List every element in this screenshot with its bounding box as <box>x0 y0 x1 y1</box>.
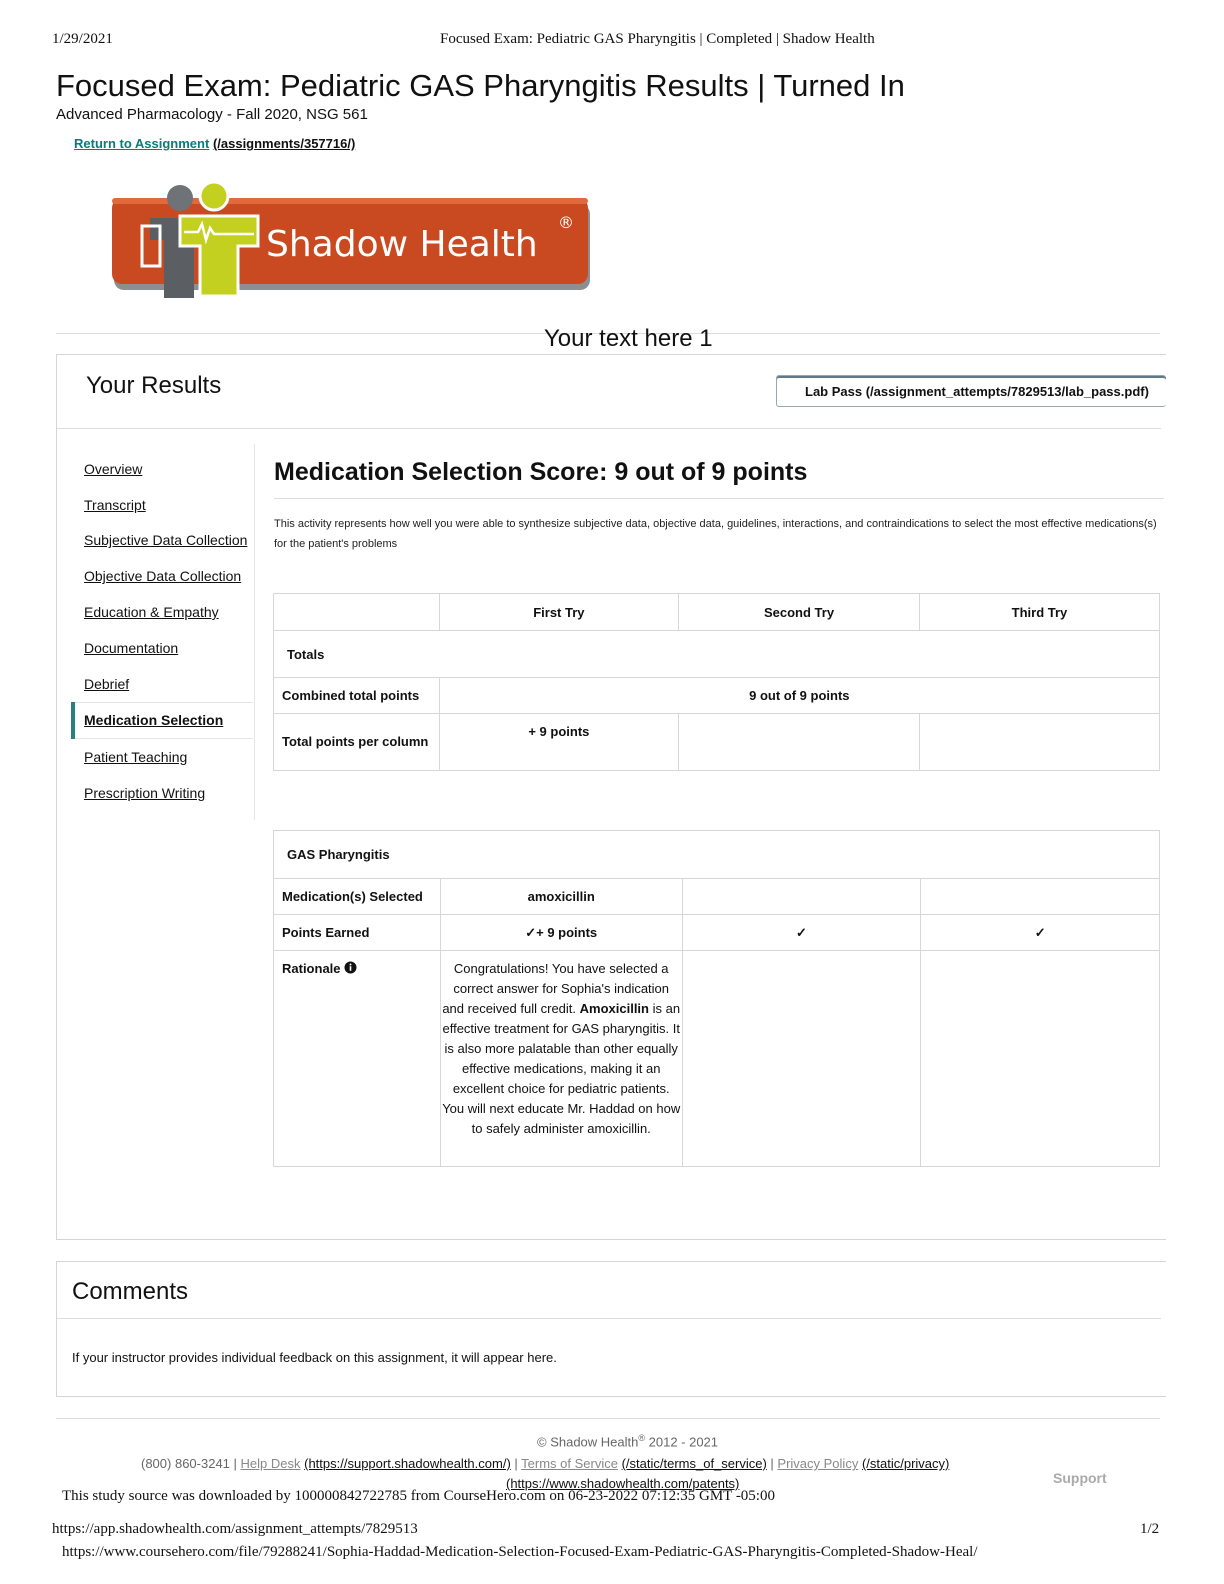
footer-divider <box>56 1418 1160 1419</box>
print-header-title: Focused Exam: Pediatric GAS Pharyngitis | Completed | Shadow Health <box>440 31 875 47</box>
score-heading: Medication Selection Score: 9 out of 9 points <box>274 458 808 486</box>
rationale-label: Rationale <box>282 961 341 976</box>
return-link-label[interactable]: Return to Assignment <box>74 136 210 151</box>
med-table-clip <box>273 830 1160 1170</box>
footer-links: (800) 860-3241 | Help Desk (https://support.shadowhealth.com/) | Terms of Service (/static/terms_of_service) | Privacy Policy (/static/privacy) <box>141 1456 950 1471</box>
comments-divider <box>57 1318 1161 1319</box>
info-icon[interactable] <box>344 961 357 974</box>
course-name: Advanced Pharmacology - Fall 2020, NSG 561 <box>56 106 368 123</box>
score-description: This activity represents how well you were able to synthesize subjective data, objective data, guidelines, interactions, and contraindications to select the most effective medications(s) for the patient's problems <box>274 518 1157 550</box>
help-desk-path: (https://support.shadowhealth.com/) <box>304 1456 511 1471</box>
print-page-number: 1/2 <box>1140 1521 1160 1537</box>
rationale-third <box>921 951 1160 1167</box>
points-label: Points Earned <box>274 915 441 951</box>
privacy-path: (/static/privacy) <box>861 1456 950 1471</box>
selected-second <box>682 879 921 915</box>
terms-link[interactable]: Terms of Service <box>521 1456 618 1471</box>
results-divider <box>57 428 1161 429</box>
medication-table <box>273 830 1160 1167</box>
help-desk-link[interactable]: Help Desk <box>240 1456 301 1471</box>
copyright-prefix: © Shadow Health <box>537 1434 639 1450</box>
privacy-link[interactable]: Privacy Policy <box>777 1456 859 1471</box>
totals-table-clip <box>273 593 1160 773</box>
comments-card <box>56 1261 1166 1397</box>
rationale-intro: Congratulations! You have selected a correct answer for Sophia's indication and received full credit. <box>442 961 670 1016</box>
shadow-health-logo <box>110 178 592 306</box>
score-divider <box>274 498 1164 499</box>
rationale-label-cell <box>274 951 441 1167</box>
results-title: Your Results <box>86 372 222 399</box>
terms-path: (/static/terms_of_service) <box>621 1456 767 1471</box>
sidebar-item-subjective-data[interactable]: Subjective Data Collection <box>84 532 248 548</box>
copyright <box>537 1433 718 1449</box>
sidebar-item-education-empathy[interactable]: Education & Empathy <box>84 604 219 620</box>
comments-body: If your instructor provides individual feedback on this assignment, it will appear here. <box>72 1350 557 1365</box>
totals-corner-cell <box>274 594 440 631</box>
combined-value: 9 out of 9 points <box>439 678 1159 714</box>
placeholder-text: Your text here 1 <box>544 325 713 352</box>
rationale-drug: Amoxicillin <box>579 1001 649 1016</box>
condition-label: GAS Pharyngitis <box>274 831 1160 879</box>
copyright-registered: ® <box>638 1433 645 1443</box>
lab-pass-button[interactable]: Lab Pass (/assignment_attempts/7829513/lab_pass.pdf) <box>776 375 1166 407</box>
sidebar-item-patient-teaching[interactable]: Patient Teaching <box>84 749 188 765</box>
coursehero-note: This study source was downloaded by 100000842722785 from CourseHero.com on 06-23-2022 07:12:35 GMT -05:00 <box>62 1488 775 1504</box>
per-column-first: + 9 points <box>439 714 678 771</box>
page-title: Focused Exam: Pediatric GAS Pharyngitis Results | Turned In <box>56 68 905 103</box>
rationale-second <box>682 951 921 1167</box>
print-date: 1/29/2021 <box>52 31 113 47</box>
coursehero-url: https://www.coursehero.com/file/79288241/Sophia-Haddad-Medication-Selection-Focused-Exam-Pediatric-GAS-Pharyngitis-Completed-Shadow-Heal/ <box>62 1544 978 1560</box>
sidebar-item-documentation[interactable]: Documentation <box>84 640 179 656</box>
logo-registered-mark: ® <box>558 213 574 232</box>
rationale-text <box>440 951 682 1167</box>
rationale-rest: is an effective treatment for GAS pharyngitis. It is also more palatable than other equally effective medications, making it an excellent choice for pediatric patients. You will next educate Mr. Haddad on how to safely administer amoxicillin. <box>442 1001 681 1136</box>
combined-label: Combined total points <box>274 678 440 714</box>
print-url: https://app.shadowhealth.com/assignment_attempts/7829513 <box>52 1521 418 1537</box>
col-first-try: First Try <box>439 594 678 631</box>
selected-label: Medication(s) Selected <box>274 879 441 915</box>
sidebar-item-overview[interactable]: Overview <box>84 461 143 477</box>
col-second-try: Second Try <box>679 594 920 631</box>
per-column-label: Total points per column <box>274 714 440 771</box>
selected-third <box>921 879 1160 915</box>
per-column-second <box>679 714 920 771</box>
totals-section-label: Totals <box>274 631 1160 678</box>
col-third-try: Third Try <box>919 594 1159 631</box>
sidebar-item-medication-selection[interactable]: Medication Selection <box>84 712 224 728</box>
sidebar-item-prescription-writing[interactable]: Prescription Writing <box>84 785 206 801</box>
points-first: ✓+ 9 points <box>440 915 682 951</box>
comments-title: Comments <box>72 1278 189 1305</box>
logo-wordmark: Shadow Health <box>266 224 538 265</box>
selected-first: amoxicillin <box>440 879 682 915</box>
copyright-years: 2012 - 2021 <box>648 1434 719 1450</box>
totals-table <box>273 593 1160 771</box>
return-link-path: (/assignments/357716/) <box>212 136 356 151</box>
support-button[interactable]: Support <box>1053 1470 1107 1486</box>
points-second: ✓ <box>682 915 921 951</box>
sidebar-item-debrief[interactable]: Debrief <box>84 676 130 692</box>
return-to-assignment-link[interactable] <box>74 136 355 151</box>
per-column-third <box>919 714 1159 771</box>
points-third: ✓ <box>921 915 1160 951</box>
sidebar-item-objective-data[interactable]: Objective Data Collection <box>84 568 242 584</box>
sidebar-item-transcript[interactable]: Transcript <box>84 497 146 513</box>
footer-phone: (800) 860-3241 <box>141 1456 230 1471</box>
patents-link[interactable]: (https://www.shadowhealth.com/patents) <box>506 1476 740 1491</box>
results-sidebar <box>72 444 255 820</box>
